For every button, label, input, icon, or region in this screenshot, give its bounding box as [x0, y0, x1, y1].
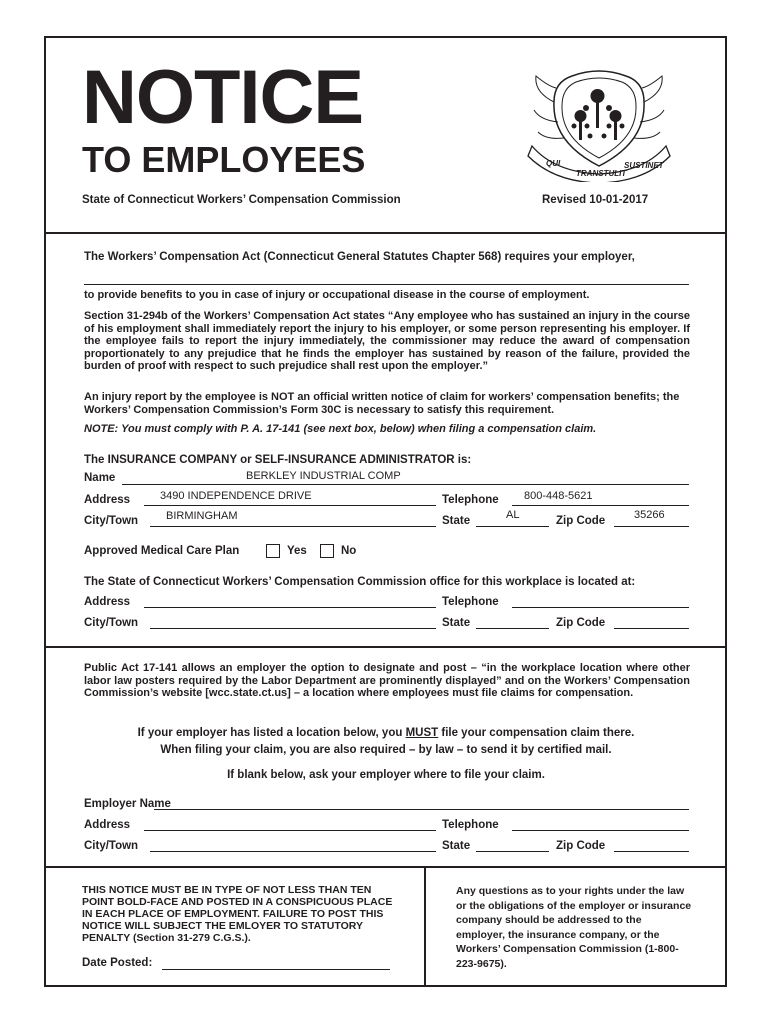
insurer-telephone-value[interactable]: 800-448-5621	[524, 490, 593, 502]
must-file-pre: If your employer has listed a location below, you	[137, 727, 406, 739]
section-31-294b-text: Section 31-294b of the Workers’ Compensation Act states “Any employee who has sustained an injury in the course of his employment shall immediately report the injury to his employer, or some person representing his employer. If the employee fails to report the injury immediately, the commissioner may reduce the award of compensation proportionately to any prejudice that he finds the employer has sustained by reason of the failure, provided the burden of proof with respect to such prejudice shall rest upon the employer.”	[84, 310, 690, 372]
office-zip-line[interactable]	[614, 628, 689, 629]
insurance-heading: The INSURANCE COMPANY or SELF-INSURANCE ADMINISTRATOR is:	[84, 454, 472, 466]
insurer-name-line	[122, 484, 689, 485]
public-act-text: Public Act 17-141 allows an employer the option to designate and post – “in the workplace location where other labor law posters required by the Labor Department are prominently displayed” and on the Workers’ Compensation Commission’s website [wcc.state.ct.us] – a location where employees must file claims for compensation.	[84, 662, 690, 699]
seal-motto-right: SUSTINET	[624, 161, 664, 170]
certified-mail-line: When filing your claim, you are also required – by law – to send it by certified mail.	[160, 744, 612, 756]
zip-label: Zip Code	[556, 515, 606, 527]
seal-motto-middle: TRANSTULIT	[576, 169, 627, 178]
state-label: State	[442, 515, 471, 527]
office-city-label: City/Town	[84, 617, 139, 629]
no-label: No	[341, 545, 357, 557]
must-emphasis: MUST	[405, 727, 439, 739]
name-label: Name	[84, 472, 116, 484]
medical-plan-yes-checkbox[interactable]	[266, 544, 280, 558]
insurer-city-value[interactable]: BIRMINGHAM	[166, 510, 238, 522]
date-posted-line[interactable]	[162, 969, 390, 970]
employer-name-label: Employer Name	[84, 798, 171, 810]
insurer-address-value[interactable]: 3490 INDEPENDENCE DRIVE	[160, 490, 312, 502]
office-state-label: State	[442, 617, 471, 629]
insurer-state-line	[476, 526, 549, 527]
designated-zip-label: Zip Code	[556, 840, 606, 852]
designated-zip-line[interactable]	[614, 851, 689, 852]
must-file-line	[106, 727, 666, 739]
office-city-line[interactable]	[150, 628, 436, 629]
section1-divider	[46, 646, 725, 648]
office-telephone-line[interactable]	[512, 607, 689, 608]
office-telephone-label: Telephone	[442, 596, 499, 608]
insurer-state-value[interactable]: AL	[506, 509, 520, 521]
provide-benefits-text: to provide benefits to you in case of injury or occupational disease in the course of employment.	[84, 289, 590, 301]
office-address-line[interactable]	[144, 607, 436, 608]
designated-city-line[interactable]	[150, 851, 436, 852]
office-state-line[interactable]	[476, 628, 549, 629]
insurer-telephone-line	[512, 505, 689, 506]
connecticut-seal-icon	[524, 62, 674, 182]
bottom-vertical-divider	[424, 866, 426, 987]
injury-report-text: An injury report by the employee is NOT an official written notice of claim for workers’ compensation benefits; the Workers’ Compensation Commission’s Form 30C is necessary to satisfy this requirement.	[84, 391, 680, 416]
telephone-label: Telephone	[442, 494, 499, 506]
must-file-post: file your compensation claim there.	[438, 727, 635, 739]
date-posted-label: Date Posted:	[82, 957, 153, 969]
office-heading: The State of Connecticut Workers’ Compensation Commission office for this workplace is located at:	[84, 576, 636, 588]
insurer-zip-line	[614, 526, 689, 527]
medical-plan-no-checkbox[interactable]	[320, 544, 334, 558]
designated-state-label: State	[442, 840, 471, 852]
designated-telephone-line[interactable]	[512, 830, 689, 831]
designated-telephone-label: Telephone	[442, 819, 499, 831]
questions-text: Any questions as to your rights under the law or the obligations of the employer or insurance company should be addressed to the employer, the insurance company, or the Workers’ Compensation Commission (1-800-223-9675).	[456, 885, 692, 970]
designated-state-line[interactable]	[476, 851, 549, 852]
insurer-name-value[interactable]: BERKLEY INDUSTRIAL COMP	[246, 470, 401, 482]
employer-name-line[interactable]	[84, 284, 689, 285]
medical-plan-label: Approved Medical Care Plan	[84, 545, 240, 557]
notice-title: NOTICE	[82, 55, 364, 140]
note-text: NOTE: You must comply with P. A. 17-141 (see next box, below) when filing a compensation claim.	[84, 423, 597, 435]
designated-city-label: City/Town	[84, 840, 139, 852]
posting-requirement-text: THIS NOTICE MUST BE IN TYPE OF NOT LESS THAN TEN POINT BOLD-FACE AND POSTED IN A CONSPICUOUS PLACE IN EACH PLACE OF EMPLOYMENT. FAILURE TO POST THIS NOTICE WILL SUBJECT THE EMLOYER TO STATUTORY PENALTY (Section 31-279 C.G.S.).	[82, 884, 393, 944]
insurer-address-line	[144, 505, 436, 506]
yes-label: Yes	[287, 545, 307, 557]
designated-employer-name-line[interactable]	[154, 809, 689, 810]
insurer-zip-value[interactable]: 35266	[634, 509, 665, 521]
insurer-city-line	[150, 526, 436, 527]
designated-address-label: Address	[84, 819, 131, 831]
act-intro: The Workers’ Compensation Act (Connecticut General Statutes Chapter 568) requires your employer,	[84, 251, 635, 263]
address-label: Address	[84, 494, 131, 506]
office-address-label: Address	[84, 596, 131, 608]
section2-divider	[46, 866, 725, 868]
seal-motto-left: QUI	[546, 159, 561, 168]
office-zip-label: Zip Code	[556, 617, 606, 629]
notice-frame	[44, 36, 727, 987]
designated-address-line[interactable]	[144, 830, 436, 831]
revised-date: Revised 10-01-2017	[542, 194, 649, 206]
city-label: City/Town	[84, 515, 139, 527]
blank-below-line: If blank below, ask your employer where to file your claim.	[227, 769, 545, 781]
to-employees-title: TO EMPLOYEES	[82, 139, 366, 180]
commission-subtitle: State of Connecticut Workers’ Compensation Commission	[82, 194, 401, 206]
header-divider	[46, 232, 725, 234]
